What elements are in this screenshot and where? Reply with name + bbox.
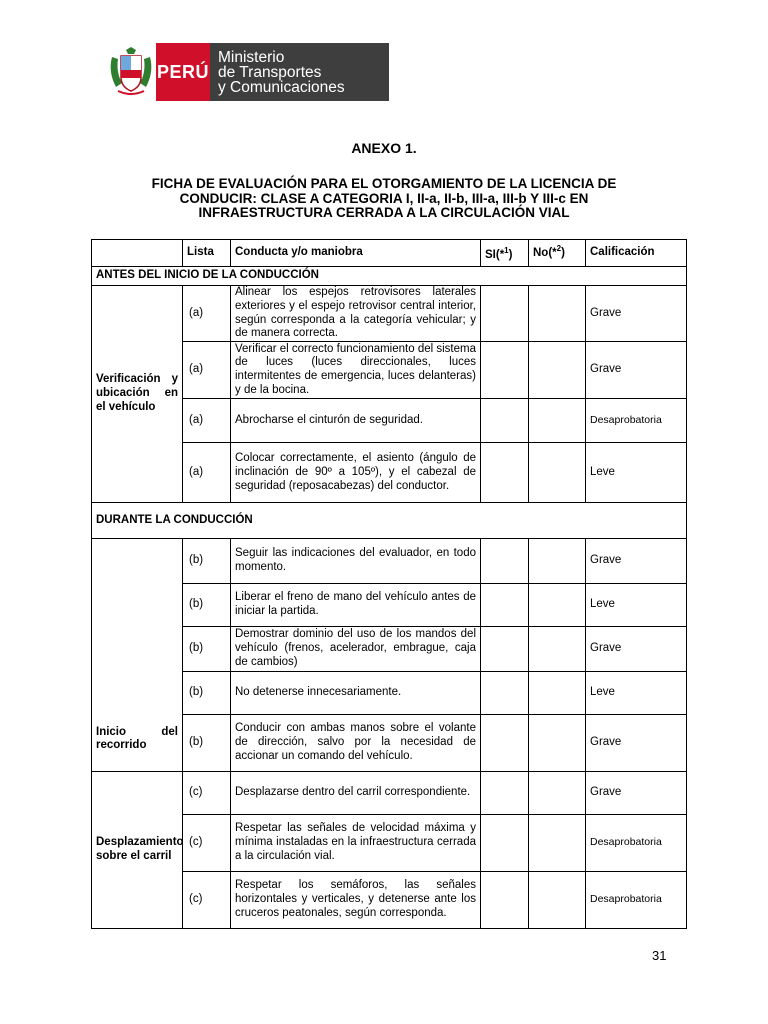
table-row [92, 286, 687, 342]
header-si-note: 1 [504, 245, 509, 255]
brand-label: PERÚ [156, 43, 210, 101]
header-lista: Lista [183, 240, 231, 267]
header-blank [92, 240, 183, 267]
row-calificacion: Grave [586, 539, 687, 584]
row-si-cell [481, 872, 529, 929]
header-si-text: SI(* [485, 248, 505, 261]
row-calificacion: Grave [586, 627, 687, 672]
row-no-cell [529, 399, 586, 443]
row-si-cell [481, 815, 529, 872]
row-si-cell [481, 672, 529, 715]
row-lista: (b) [183, 539, 231, 584]
row-lista: (a) [183, 286, 231, 342]
row-no-cell [529, 627, 586, 672]
row-conducta: No detenerse innecesariamente. [231, 672, 481, 715]
ministry-line-2: de Transportes [218, 64, 322, 81]
header-conducta: Conducta y/o maniobra [231, 240, 481, 267]
ministry-line-3: y Comunicaciones [218, 79, 345, 96]
table-row [92, 539, 687, 584]
group-desplazamiento: Desplazamiento sobre el carril [92, 772, 183, 929]
row-conducta: Demostrar dominio del uso de los mandos del vehículo (frenos, acelerador, embrague, caja de cambios) [231, 627, 481, 672]
annex-label: ANEXO 1. [351, 140, 417, 156]
row-conducta: Liberar el freno de mano del vehículo antes de iniciar la partida. [231, 584, 481, 627]
row-conducta: Conducir con ambas manos sobre el volante de dirección, salvo por la necesidad de accionar un comando del vehículo. [231, 715, 481, 772]
header-si [481, 240, 529, 267]
row-calificacion: Grave [586, 715, 687, 772]
row-calificacion: Desaprobatoria [586, 872, 687, 929]
row-calificacion: Desaprobatoria [586, 815, 687, 872]
section-row-durante [92, 503, 687, 539]
ministry-name [210, 43, 389, 101]
section-durante: DURANTE LA CONDUCCIÓN [92, 503, 687, 539]
evaluation-table [91, 239, 687, 929]
row-si-cell [481, 539, 529, 584]
row-calificacion: Leve [586, 672, 687, 715]
row-calificacion: Leve [586, 584, 687, 627]
row-no-cell [529, 443, 586, 503]
row-conducta: Verificar el correcto funcionamiento del sistema de luces (luces direccionales, luces intermitentes de emergencia, luces delanteras) y de la bocina. [231, 342, 481, 399]
row-calificacion: Grave [586, 286, 687, 342]
row-si-cell [481, 627, 529, 672]
row-lista: (b) [183, 627, 231, 672]
header-si-close: ) [508, 248, 513, 261]
row-si-cell [481, 772, 529, 815]
row-conducta: Seguir las indicaciones del evaluador, en todo momento. [231, 539, 481, 584]
document-title [120, 177, 648, 221]
row-no-cell [529, 772, 586, 815]
row-no-cell [529, 584, 586, 627]
row-lista: (a) [183, 443, 231, 503]
row-no-cell [529, 286, 586, 342]
row-lista: (c) [183, 815, 231, 872]
row-lista: (b) [183, 584, 231, 627]
row-no-cell [529, 672, 586, 715]
row-si-cell [481, 399, 529, 443]
row-no-cell [529, 872, 586, 929]
row-conducta: Colocar correctamente, el asiento (ángulo de inclinación de 90º a 105º), y el cabezal de seguridad (reposacabezas) del conductor. [231, 443, 481, 503]
row-lista: (c) [183, 872, 231, 929]
row-lista: (b) [183, 715, 231, 772]
header-no-close: ) [561, 246, 565, 259]
group-verificacion: Verificación y ubicación en el vehículo [92, 286, 183, 503]
header-no-note: 2 [556, 244, 562, 253]
row-no-cell [529, 715, 586, 772]
section-antes: ANTES DEL INICIO DE LA CONDUCCIÓN [92, 267, 687, 286]
ministry-logo [106, 43, 389, 101]
row-calificacion: Leve [586, 443, 687, 503]
row-no-cell [529, 815, 586, 872]
title-line-2: CONDUCIR: CLASE A CATEGORIA I, II-a, II-b, III-a, III-b Y III-c EN [179, 190, 589, 206]
row-lista: (c) [183, 772, 231, 815]
row-lista: (a) [183, 399, 231, 443]
ministry-line-1: Ministerio [218, 49, 285, 66]
row-si-cell [481, 286, 529, 342]
row-conducta: Alinear los espejos retrovisores laterales exteriores y el espejo retrovisor central interior, según corresponda a la categoría vehicular; y de manera correcta. [231, 286, 481, 342]
section-row-antes [92, 267, 687, 286]
row-conducta: Abrocharse el cinturón de seguridad. [231, 399, 481, 443]
row-calificacion: Grave [586, 772, 687, 815]
group-inicio: Inicio del recorrido [92, 539, 183, 772]
header-no-text: No(* [533, 246, 557, 259]
row-si-cell [481, 715, 529, 772]
title-line-3: INFRAESTRUCTURA CERRADA A LA CIRCULACIÓN VIAL [198, 205, 570, 220]
row-calificacion: Desaprobatoria [586, 399, 687, 443]
table-row [92, 772, 687, 815]
row-conducta: Desplazarse dentro del carril correspondiente. [231, 772, 481, 815]
row-si-cell [481, 342, 529, 399]
row-no-cell [529, 539, 586, 584]
header-calificacion: Calificación [586, 240, 687, 267]
row-conducta: Respetar los semáforos, las señales horizontales y verticales, y detenerse ante los cruceros peatonales, según corresponda. [231, 872, 481, 929]
page-number: 31 [652, 948, 667, 963]
row-conducta: Respetar las señales de velocidad máxima y mínima instaladas en la infraestructura cerrada a la circulación vial. [231, 815, 481, 872]
row-si-cell [481, 443, 529, 503]
row-lista: (a) [183, 342, 231, 399]
row-no-cell [529, 342, 586, 399]
header-no [529, 240, 586, 267]
coat-of-arms-icon [106, 43, 156, 101]
table-header-row [92, 240, 687, 267]
row-calificacion: Grave [586, 342, 687, 399]
row-lista: (b) [183, 672, 231, 715]
title-line-1: FICHA DE EVALUACIÓN PARA EL OTORGAMIENTO DE LA LICENCIA DE [151, 176, 617, 191]
row-si-cell [481, 584, 529, 627]
